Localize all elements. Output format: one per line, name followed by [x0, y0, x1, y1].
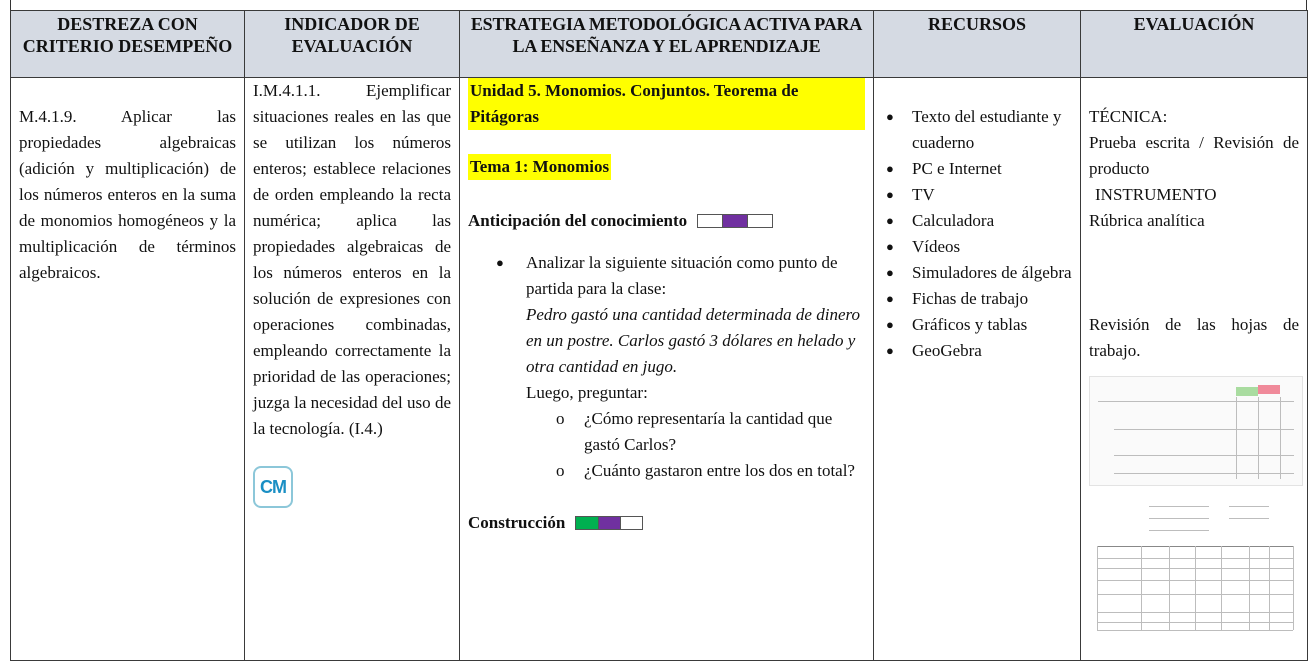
question-item: o ¿Cuánto gastaron entre los dos en total? [584, 458, 865, 484]
header-estrategia: ESTRATEGIA METODOLÓGICA ACTIVA PARA LA ENSEÑANZA Y EL APRENDIZAJE [460, 11, 874, 78]
thumb-red-chip [1258, 385, 1280, 394]
construction-section [468, 510, 865, 536]
anticipation-phase-bar [697, 214, 773, 228]
review-text: Revisión de las hojas de trabajo. [1089, 315, 1299, 360]
indicador-cell [245, 78, 460, 661]
resource-item: ● Vídeos [912, 234, 1072, 260]
anticipation-title: Anticipación del conocimiento [468, 211, 688, 230]
resource-item: ● Texto del estudiante y cuaderno [912, 104, 1072, 156]
indicador-text: I.M.4.1.1. Ejemplificar situaciones reales en las que se utilizan los números enteros; establece relaciones de orden empleando la recta numérica; aplica las propiedades algebraicas de los números enteros en la solución de expresiones con operaciones combinadas, empleando correctamente la prioridad de las operaciones; juzga la necesidad del uso de la tecnología. (I.4.) [253, 81, 451, 438]
question-item: o ¿Cómo representaría la cantidad que gastó Carlos? [584, 406, 865, 458]
header-evaluacion: EVALUACIÓN [1081, 11, 1308, 78]
phase-segment [698, 215, 722, 227]
activity-item [526, 250, 865, 484]
thumb-green-chip [1236, 387, 1258, 396]
resource-item: ● Simuladores de álgebra [912, 260, 1072, 286]
header-indicador: INDICADOR DE EVALUACIÓN [245, 11, 460, 78]
ask-text: Luego, preguntar: [526, 383, 648, 402]
header-destreza: DESTREZA CON CRITERIO DESEMPEÑO [11, 11, 245, 78]
activity-list [468, 250, 865, 484]
content-row [11, 78, 1308, 661]
construction-phase-bar [575, 516, 643, 530]
page-border-right [1306, 0, 1307, 10]
unit-title: Unidad 5. Monomios. Conjuntos. Teorema de Pitágoras [468, 78, 865, 130]
resource-item: ● TV [912, 182, 1072, 208]
situation-text: Pedro gastó una cantidad determinada de dinero en un postre. Carlos gastó 3 dólares en helado y otra cantidad en jugo. [526, 305, 860, 376]
evaluacion-cell [1081, 78, 1308, 661]
recursos-cell [874, 78, 1081, 661]
destreza-text: M.4.1.9. Aplicar las propiedades algebraicas (adición y multiplicación) de los números enteros en la suma de monomios homogéneos y la multiplicación de términos algebraicos. [19, 107, 236, 282]
cm-logo-icon: CM [253, 466, 293, 508]
resource-item: ● Gráficos y tablas [912, 312, 1072, 338]
lesson-plan-table [10, 10, 1308, 661]
activity-intro: ● Analizar la siguiente situación como punto de partida para la clase: [526, 253, 838, 298]
phase-segment [722, 215, 747, 227]
anticipation-section [468, 208, 865, 234]
instrument-value: Rúbrica analítica [1089, 211, 1205, 230]
phase-segment [620, 517, 642, 529]
construction-title: Construcción [468, 513, 566, 532]
resources-list [882, 104, 1072, 364]
header-row [11, 11, 1308, 78]
technique-label: TÉCNICA: [1089, 107, 1168, 126]
resource-item: ● Calculadora [912, 208, 1072, 234]
topic-title: Tema 1: Monomios [468, 154, 611, 180]
worksheet-thumbnail [1089, 376, 1303, 486]
estrategia-cell [460, 78, 874, 661]
phase-segment [747, 215, 772, 227]
rubric-thumbnail [1089, 494, 1301, 634]
resource-item: ● GeoGebra [912, 338, 1072, 364]
resource-item: ● Fichas de trabajo [912, 286, 1072, 312]
resource-item: ● PC e Internet [912, 156, 1072, 182]
technique-value: Prueba escrita / Revisión de producto [1089, 133, 1299, 178]
header-recursos: RECURSOS [874, 11, 1081, 78]
phase-segment [598, 517, 620, 529]
instrument-label: INSTRUMENTO [1095, 185, 1217, 204]
destreza-cell [11, 78, 245, 661]
question-list [526, 406, 865, 484]
page-border-left [10, 0, 11, 10]
phase-segment [576, 517, 597, 529]
